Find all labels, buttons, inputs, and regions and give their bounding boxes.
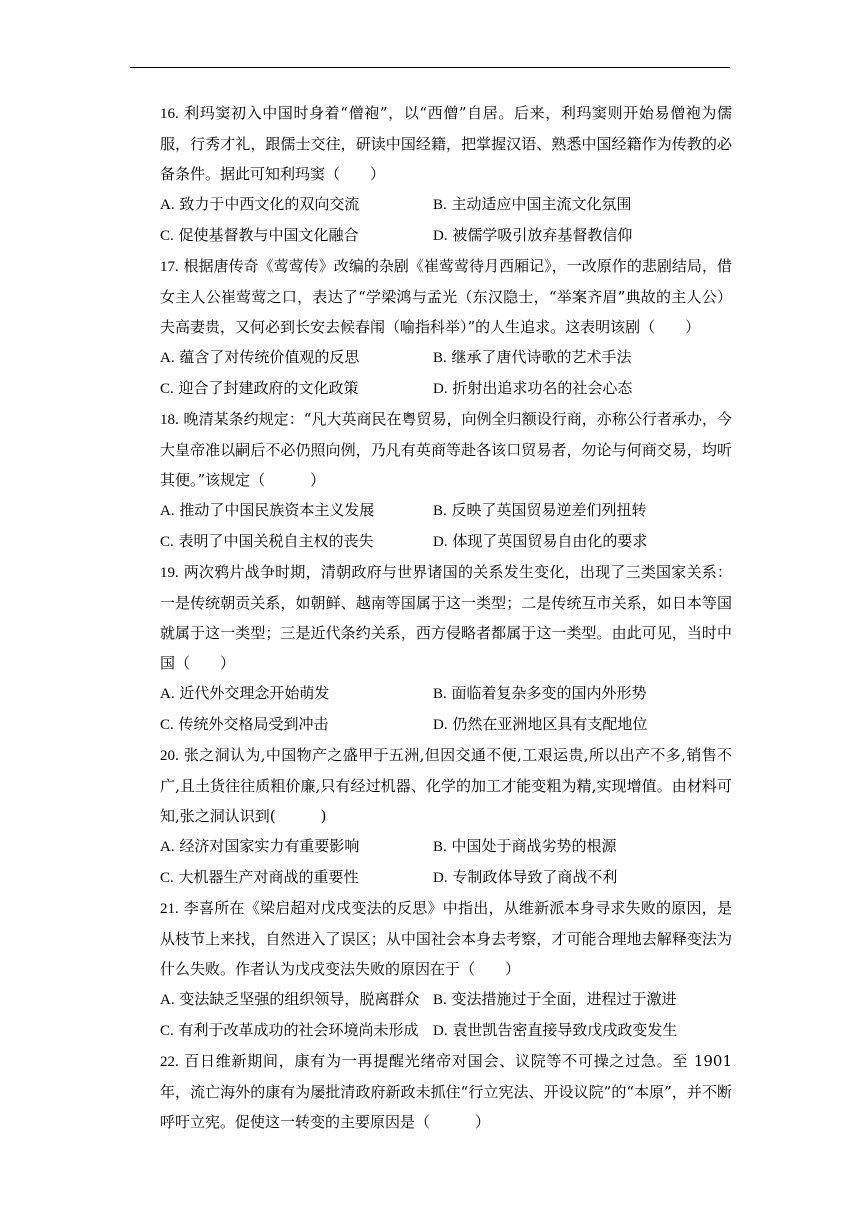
option-a — [160, 495, 433, 526]
option-b — [433, 495, 732, 526]
question-stem — [160, 251, 732, 342]
option-key: D. — [433, 381, 448, 397]
question-list — [160, 98, 732, 1137]
question-text: 百日维新期间，康有为一再提醒光绪帝对国会、议院等不可操之过急。至 1901 年，流亡海外的康有为屡批清政府新政未抓住“行立宪法、开设议院”的“本原”，并不断呼吁立宪。促使这一转变的主要原因是（ ） — [160, 1052, 732, 1131]
option-c — [160, 862, 433, 893]
question-19 — [160, 557, 732, 740]
option-text: 仍然在亚洲地区具有支配地位 — [452, 715, 648, 733]
option-text: 促使基督教与中国文化融合 — [178, 226, 359, 244]
question-text: 两次鸦片战争时期，清朝政府与世界诸国的关系发生变化，出现了三类国家关系：一是传统朝贡关系，如朝鲜、越南等国属于这一类型；二是传统互市关系，如日本等国就属于这一类型；三是近代条约关系，西方侵略者都属于这一类型。由此可见，当时中国（ ） — [160, 563, 732, 672]
option-key: C. — [160, 534, 174, 550]
options — [160, 984, 732, 1046]
options — [160, 342, 732, 404]
question-18 — [160, 404, 732, 557]
options — [160, 495, 732, 557]
option-b — [433, 189, 732, 220]
option-text: 经济对国家实力有重要影响 — [179, 837, 360, 855]
option-key: D. — [433, 717, 448, 733]
option-key: B. — [433, 686, 447, 702]
header-rule — [130, 67, 730, 68]
option-key: A. — [160, 992, 175, 1008]
option-key: D. — [433, 1023, 448, 1039]
option-c — [160, 1015, 433, 1046]
option-d — [433, 220, 732, 251]
question-number: 19. — [160, 565, 179, 581]
option-text: 蕴含了对传统价值观的反思 — [179, 348, 360, 366]
option-text: 主动适应中国主流文化氛围 — [451, 195, 632, 213]
option-key: B. — [433, 350, 447, 366]
option-text: 大机器生产对商战的重要性 — [178, 868, 359, 886]
question-16 — [160, 98, 732, 251]
option-key: A. — [160, 197, 175, 213]
option-text: 中国处于商战劣势的根源 — [451, 837, 617, 855]
option-b — [433, 342, 732, 373]
option-key: C. — [160, 228, 174, 244]
option-b — [433, 984, 732, 1015]
option-key: B. — [433, 839, 447, 855]
option-text: 袁世凯告密直接导致戊戌政变发生 — [452, 1021, 678, 1039]
question-stem — [160, 740, 732, 831]
option-d — [433, 526, 732, 557]
option-text: 变法缺乏坚强的组织领导，脱离群众 — [179, 990, 420, 1008]
option-text: 体现了英国贸易自由化的要求 — [452, 532, 648, 550]
option-c — [160, 709, 433, 740]
option-key: D. — [433, 534, 448, 550]
option-d — [433, 862, 732, 893]
question-text: 晚清某条约规定：“凡大英商民在粤贸易，向例全归额设行商，亦称公行者承办，今大皇帝准以嗣后不必仍照向例，乃凡有英商等赴各该口贸易者，勿论与何商交易，均听其便。”该规定（ ） — [160, 410, 732, 489]
question-stem — [160, 1046, 732, 1137]
question-number: 17. — [160, 259, 179, 275]
question-stem — [160, 404, 732, 495]
option-a — [160, 831, 433, 862]
option-key: A. — [160, 686, 175, 702]
option-text: 表明了中国关税自主权的丧失 — [178, 532, 374, 550]
question-number: 16. — [160, 106, 179, 122]
question-number: 18. — [160, 412, 179, 428]
option-d — [433, 373, 732, 404]
question-stem — [160, 893, 732, 984]
option-b — [433, 678, 732, 709]
options — [160, 831, 732, 893]
option-d — [433, 1015, 732, 1046]
option-text: 被儒学吸引放弃基督教信仰 — [452, 226, 633, 244]
option-key: C. — [160, 381, 174, 397]
option-text: 推动了中国民族资本主义发展 — [179, 501, 375, 519]
option-text: 专制政体导致了商战不利 — [452, 868, 618, 886]
option-a — [160, 342, 433, 373]
option-text: 面临着复杂多变的国内外形势 — [451, 684, 647, 702]
option-b — [433, 831, 732, 862]
option-key: D. — [433, 870, 448, 886]
option-key: B. — [433, 503, 447, 519]
option-key: B. — [433, 197, 447, 213]
option-key: A. — [160, 503, 175, 519]
options — [160, 678, 732, 740]
option-key: A. — [160, 839, 175, 855]
question-number: 20. — [160, 748, 179, 764]
option-a — [160, 678, 433, 709]
option-key: C. — [160, 1023, 174, 1039]
question-stem — [160, 98, 732, 189]
option-key: A. — [160, 350, 175, 366]
option-c — [160, 220, 433, 251]
question-number: 21. — [160, 901, 179, 917]
question-21 — [160, 893, 732, 1046]
question-text: 根据唐传奇《莺莺传》改编的杂剧《崔莺莺待月西厢记》，一改原作的悲剧结局，借女主人公崔莺莺之口，表达了“学梁鸿与孟光（东汉隐士，“举案齐眉”典故的主人公）夫高妻贵，又何必到长安去候春闱（喻指科举）”的人生追求。这表明该剧（ ） — [160, 257, 732, 336]
option-text: 变法措施过于全面，进程过于激进 — [451, 990, 677, 1008]
question-text: 张之洞认为,中国物产之盛甲于五洲,但因交通不便,工艰运贵,所以出产不多,销售不广,且土货往往质粗价廉,只有经过机器、化学的加工才能变粗为精,实现增值。由材料可知,张之洞认识到( ) — [160, 746, 732, 825]
option-key: B. — [433, 992, 447, 1008]
option-text: 继承了唐代诗歌的艺术手法 — [451, 348, 632, 366]
option-c — [160, 373, 433, 404]
question-17 — [160, 251, 732, 404]
option-text: 近代外交理念开始萌发 — [179, 684, 330, 702]
option-text: 折射出追求功名的社会心态 — [452, 379, 633, 397]
option-c — [160, 526, 433, 557]
question-text: 利玛窦初入中国时身着“僧袍”，以“西僧”自居。后来，利玛窦则开始易僧袍为儒服，行秀才礼，跟儒士交往，研读中国经籍，把掌握汉语、熟悉中国经籍作为传教的必备条件。据此可知利玛窦（ ） — [160, 104, 732, 183]
option-a — [160, 984, 433, 1015]
option-text: 反映了英国贸易逆差们列扭转 — [451, 501, 647, 519]
options — [160, 189, 732, 251]
question-stem — [160, 557, 732, 678]
option-text: 迎合了封建政府的文化政策 — [178, 379, 359, 397]
option-text: 有利于改革成功的社会环境尚未形成 — [178, 1021, 419, 1039]
option-text: 传统外交格局受到冲击 — [178, 715, 329, 733]
option-a — [160, 189, 433, 220]
option-key: C. — [160, 717, 174, 733]
option-key: D. — [433, 228, 448, 244]
question-20 — [160, 740, 732, 893]
option-key: C. — [160, 870, 174, 886]
question-text: 李喜所在《梁启超对戊戌变法的反思》中指出，从维新派本身寻求失败的原因，是从枝节上来找，自然进入了误区；从中国社会本身去考察，才可能合理地去解释变法为什么失败。作者认为戊戌变法失败的原因在于（ ） — [160, 899, 732, 978]
option-d — [433, 709, 732, 740]
question-22 — [160, 1046, 732, 1137]
option-text: 致力于中西文化的双向交流 — [179, 195, 360, 213]
question-number: 22. — [160, 1054, 179, 1070]
